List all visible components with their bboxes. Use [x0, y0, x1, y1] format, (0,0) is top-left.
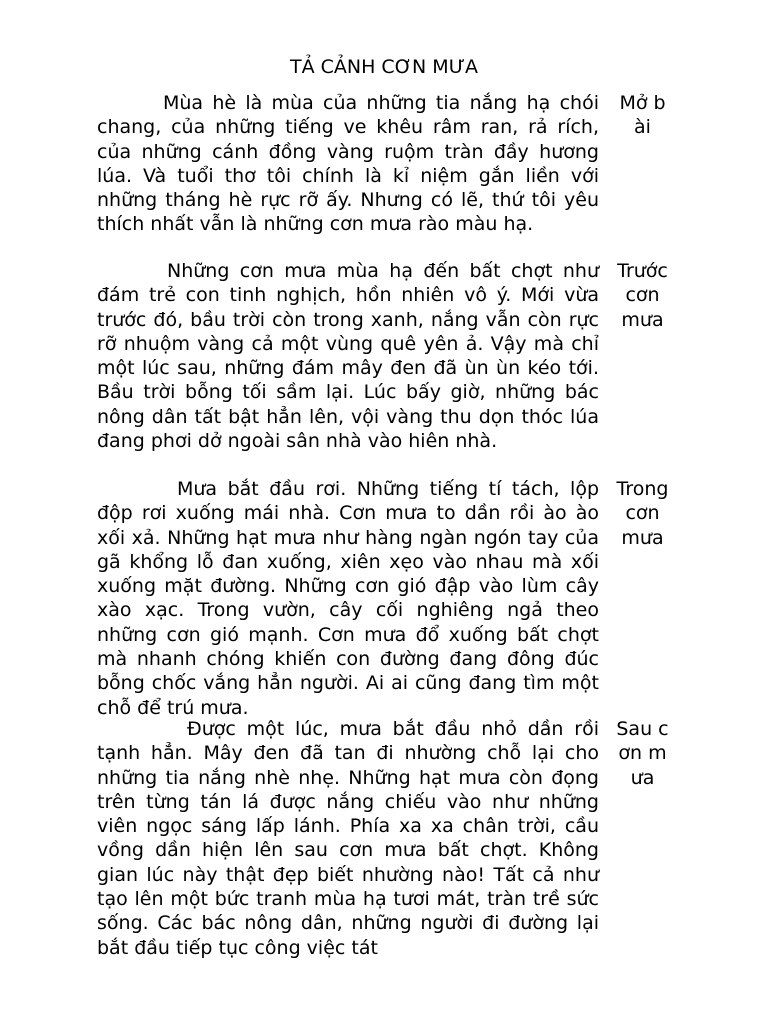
document-title: TẢ CẢNH CƠN MƯA [289, 56, 478, 78]
section-label: Trong cơn mưa [616, 478, 669, 549]
section-label: Mở bài [619, 92, 666, 139]
section-paragraph: Mùa hè là mùa của những tia nắng hạ chói chang, của những tiếng ve khêu râm ran, rả rích, của những cánh đồng vàng ruộm tràn đầy hương lúa. Và tuổi thơ tôi chính là kỉ niệm gắn liền với những tháng hè rực rỡ ấy. Nhưng có lẽ, thứ tôi yêu thích nhất vẫn là những cơn mưa rào màu hạ. [97, 92, 599, 236]
section-paragraph: Được một lúc, mưa bắt đầu nhỏ dần rồi tạnh hẳn. Mây đen đã tan đi nhường chỗ lại cho những tia nắng nhè nhẹ. Những hạt mưa còn đọng trên từng tán lá được nắng chiếu vào như những viên ngọc sáng lấp lánh. Phía xa xa chân trời, cầu vồng dần hiện lên sau cơn mưa bất chợt. Không gian lúc này thật đẹp biết nhường nào! Tất cả như tạo lên một bức tranh mùa hạ tươi mát, tràn trề sức sống. Các bác nông dân, những người đi đường lại bắt đầu tiếp tục công việc tát [97, 718, 599, 959]
section-paragraph: Mưa bắt đầu rơi. Những tiếng tí tách, lộp độp rơi xuống mái nhà. Cơn mưa to dần rồi ào ào xối xả. Những hạt mưa như hàng ngàn ngón tay của gã khổng lỗ đan xuống, xiên xẹo vào nhau mà xối xuống mặt đường. Những cơn gió đập vào lùm cây xào xạc. Trong vườn, cây cối nghiêng ngả theo những cơn gió mạnh. Cơn mưa đổ xuống bất chợt mà nhanh chóng khiến con đường đang đông đúc bỗng chốc vắng hẳn người. Ai ai cũng đang tìm một chỗ để trú mưa. [97, 478, 599, 719]
section-label: Sau cơn mưa [616, 718, 669, 789]
section-paragraph: Những cơn mưa mùa hạ đến bất chợt như đám trẻ con tinh nghịch, hồn nhiên vô ý. Mới vừa trước đó, bầu trời còn trong xanh, nắng vẫn còn rực rỡ nhuộm vàng cả một vùng quê yên ả. Vậy mà chỉ một lúc sau, những đám mây đen đã ùn ùn kéo tới. Bầu trời bỗng tối sầm lại. Lúc bấy giờ, những bác nông dân tất bật hẳn lên, vội vàng thu dọn thóc lúa đang phơi dở ngoài sân nhà vào hiên nhà. [97, 260, 599, 453]
section-label: Trước cơn mưa [617, 260, 668, 331]
